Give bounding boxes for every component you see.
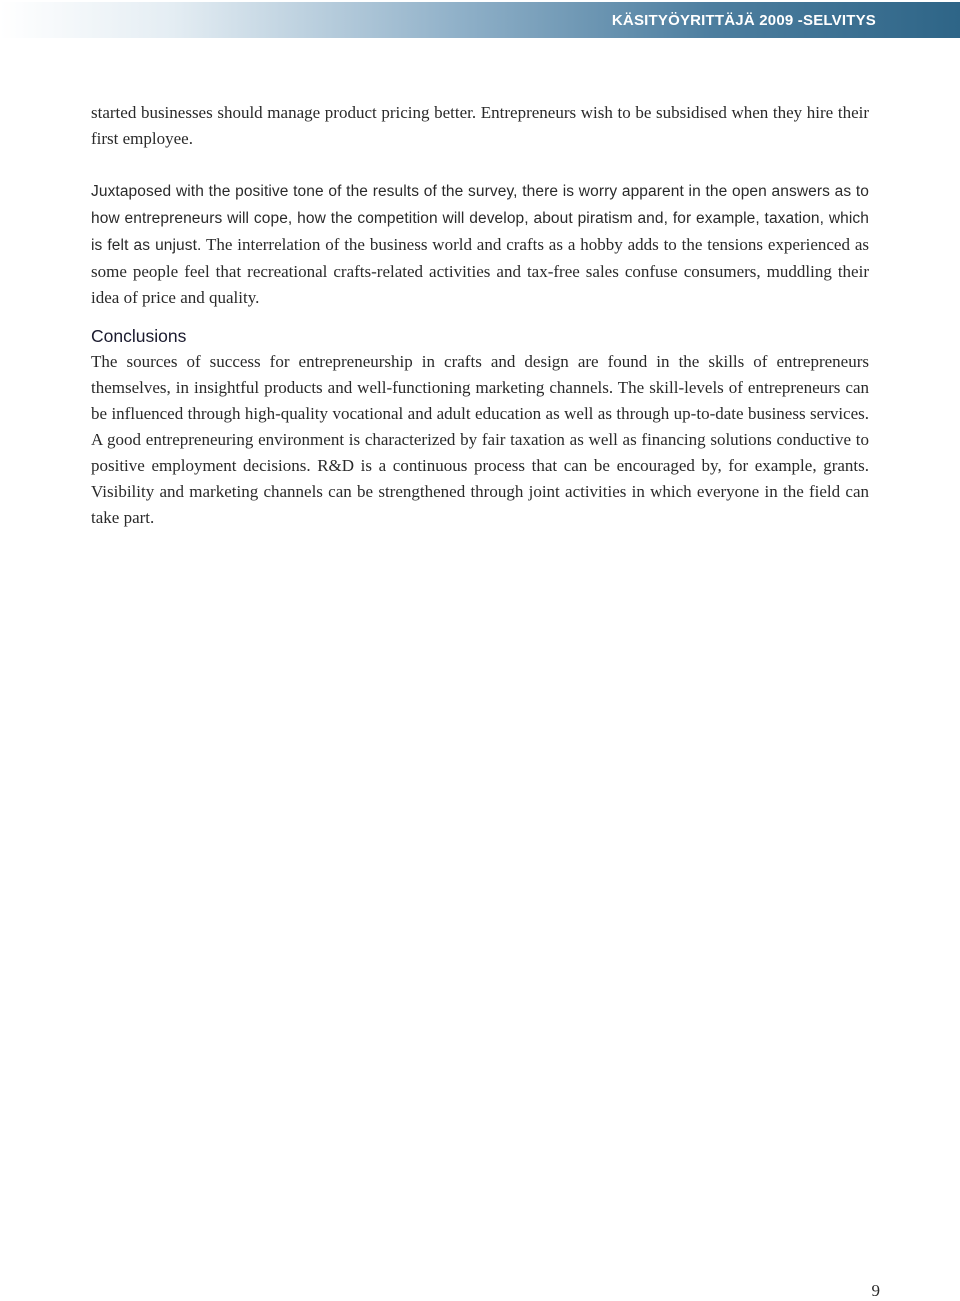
paragraph-conclusions: The sources of success for entrepreneurship in crafts and design are found in the skills of entrepreneurs themselves, in insightful products and well-functioning marketing channels. The skill-levels of entrepreneurs can be influenced through high-quality vocational and adult education as well as through up-to-date business services. A good entrepreneuring environment is characterized by fair taxation as well as financing solutions conductive to positive employment decisions. R&D is a continuous process that can be encouraged by, for example, grants. Visibility and marketing channels can be strengthened through joint activities in which everyone in the field can take part. xyxy=(91,352,869,527)
page-content xyxy=(91,100,869,531)
document-title: KÄSITYÖYRITTÄJÄ 2009 -SELVITYS xyxy=(611,12,876,29)
page-number: 9 xyxy=(871,1281,880,1300)
paragraph-survey-concerns-part1: Juxtaposed with the positive tone of the results of the survey, there is worry apparent in the open answers as to how entrepreneurs will cope, how the competition will develop, about piratism and, for example, taxation, which is felt as unjust. xyxy=(91,183,869,254)
conclusions-heading: Conclusions xyxy=(91,326,187,346)
paragraph-survey-concerns xyxy=(91,178,869,311)
paragraph-survey-concerns-part2: The interrelation of the business world and crafts as a hobby adds to the tensions experienced as some people feel that recreational crafts-related activities and tax-free sales confuse consumers, muddling their idea of price and quality. xyxy=(91,235,869,307)
header-bar xyxy=(0,2,960,38)
paragraph-continuation: started businesses should manage product pricing better. Entrepreneurs wish to be subsidised when they hire their first employee. xyxy=(91,103,869,148)
